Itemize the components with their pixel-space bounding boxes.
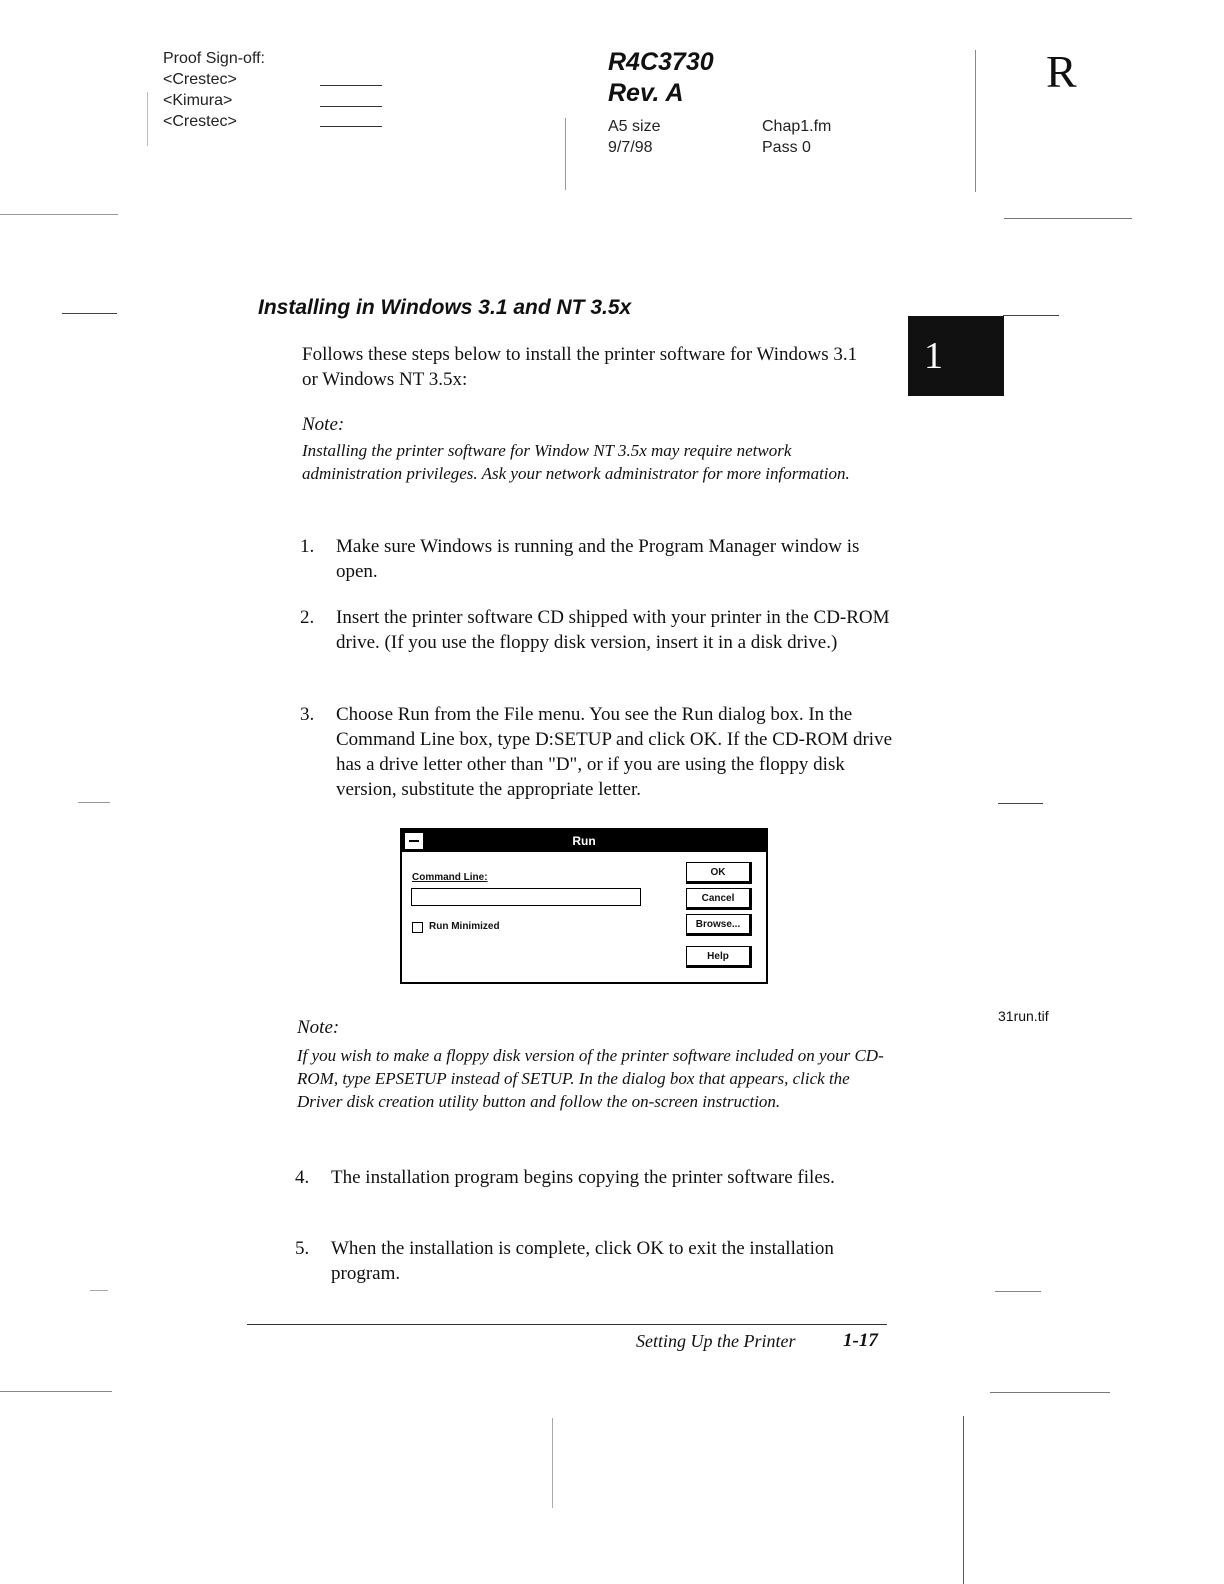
margin-tick [147,92,148,146]
dialog-title-bar: Run [402,830,766,852]
file-name: Chap1.fm [762,118,832,135]
run-dialog [400,828,768,984]
page-number: 1-17 [843,1330,878,1351]
step-number: 3. [300,704,315,725]
figure-filename: 31run.tif [998,1008,1049,1024]
footer-rule [247,1324,887,1325]
margin-mark [78,802,110,803]
signoff-name: <Kimura> [163,92,233,109]
date: 9/7/98 [608,139,653,156]
step-text: The installation program begins copying the printer software files. [331,1167,835,1188]
header-right-divider [975,50,976,192]
section-heading: Installing in Windows 3.1 and NT 3.5x [258,296,632,319]
step-number: 2. [300,607,315,628]
footer-title: Setting Up the Printer [636,1331,796,1351]
step-number: 5. [295,1238,310,1259]
proof-signoff-label: Proof Sign-off: [163,50,265,67]
note-heading: Note: [302,414,345,435]
margin-mark [90,1290,108,1291]
step-text: Insert the printer software CD shipped with your printer in the CD-ROM drive. (If you use the floppy disk version, insert it in a disk drive.) [336,607,890,653]
step-number: 4. [295,1167,310,1188]
signoff-line [320,106,382,107]
cancel-button[interactable]: Cancel [686,888,752,910]
chapter-tab: 1 [908,316,1004,396]
help-button[interactable]: Help [686,946,752,968]
system-menu-icon[interactable] [404,832,424,850]
step-number: 1. [300,536,315,557]
margin-mark [995,1291,1041,1292]
margin-mark [0,1391,112,1392]
document-code: R4C3730 [608,48,714,76]
step-text: When the installation is complete, click OK to exit the installation program. [331,1238,834,1284]
signoff-line [320,85,382,86]
note-heading: Note: [297,1017,340,1038]
step-text: Make sure Windows is running and the Program Manager window is open. [336,536,860,582]
command-line-label: Command Line: [412,872,488,883]
note-text: Installing the printer software for Window NT 3.5x may require network administration privileges. Ask your network administrator for more information. [302,441,850,483]
browse-button[interactable]: Browse... [686,914,752,936]
page-size: A5 size [608,118,661,135]
run-minimized-checkbox[interactable] [412,922,423,933]
pass-number: Pass 0 [762,139,811,156]
header-divider [565,118,566,190]
intro-paragraph: Follows these steps below to install the printer software for Windows 3.1 or Windows NT 3.5x: [302,344,858,390]
signoff-name: <Crestec> [163,113,237,130]
signoff-name: <Crestec> [163,71,237,88]
note-text: If you wish to make a floppy disk version of the printer software included on your CD-ROM, type EPSETUP instead of SETUP. In the dialog box that appears, click the Driver disk creation utility button and follow the on-screen instruction. [297,1046,884,1111]
margin-mark [990,1392,1110,1393]
margin-mark [62,313,117,314]
margin-mark [998,803,1043,804]
revision: Rev. A [608,79,684,107]
signoff-line [320,126,382,127]
margin-mark [963,1416,964,1584]
command-line-input[interactable] [411,888,641,906]
margin-mark [1003,315,1059,316]
margin-mark [1004,218,1132,219]
corner-letter: R [1046,46,1077,97]
run-minimized-label: Run Minimized [429,921,500,932]
step-text: Choose Run from the File menu. You see the Run dialog box. In the Command Line box, type D:SETUP and click OK. If the CD-ROM drive has a drive letter other than "D", or if you are using the floppy disk version, substitute the appropriate letter. [336,704,893,800]
margin-mark [0,214,118,215]
margin-mark [552,1418,553,1508]
ok-button[interactable]: OK [686,862,752,884]
